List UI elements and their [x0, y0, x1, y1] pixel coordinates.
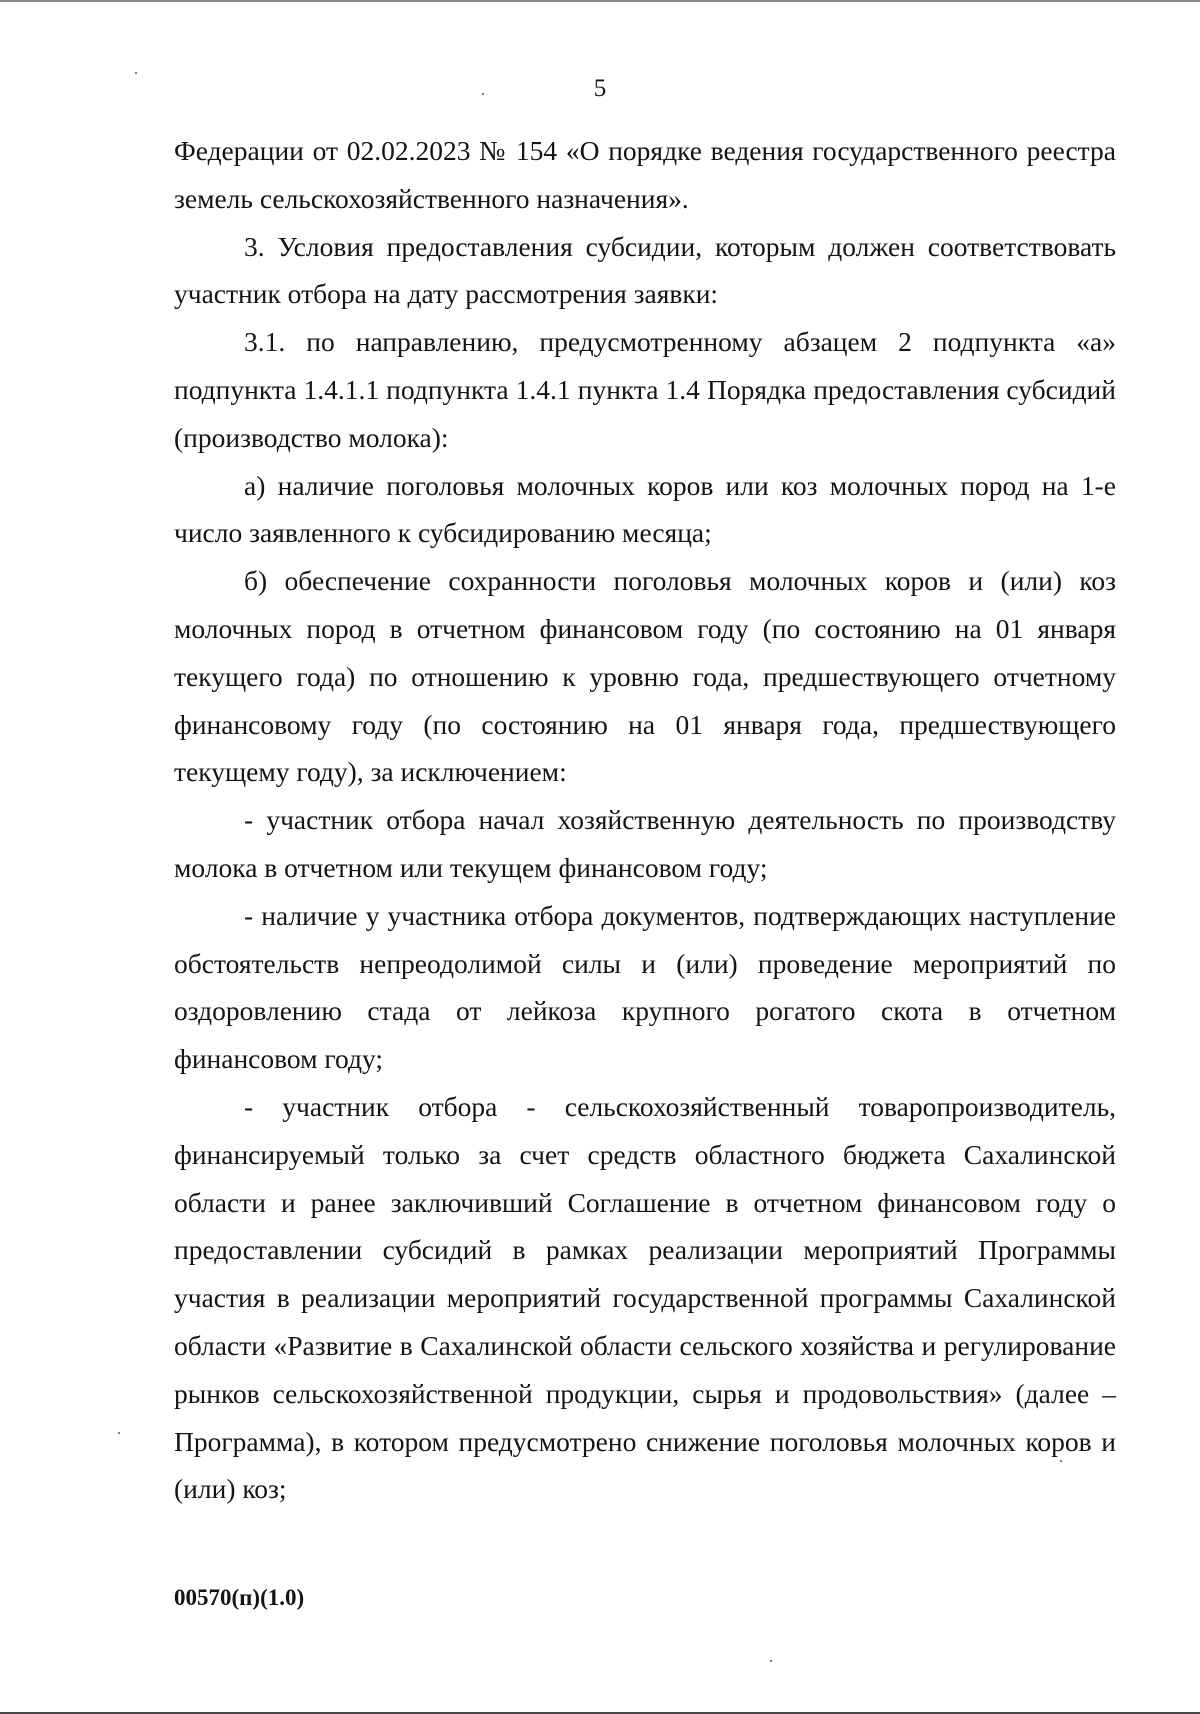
scan-speck — [1060, 1460, 1062, 1462]
document-body — [174, 127, 1116, 1513]
page-number: 5 — [593, 75, 607, 102]
paragraph-exception-1: - участник отбора начал хозяйственную деятельность по производству молока в отчетном или текущем финансовом году; — [174, 804, 1116, 883]
scan-speck — [482, 93, 484, 95]
paragraph-exception-2: - наличие у участника отбора документов, подтверждающих наступление обстоятельств непреодолимой силы и (или) проведение мероприятий по оздоровлению стада от лейкоза крупного рогатого скота в отчетном финансовом году; — [174, 899, 1116, 1075]
paragraph-3-1-milk-production: 3.1. по направлению, предусмотренному абзацем 2 подпункта «а» подпункта 1.4.1.1 подпункта 1.4.1 пункта 1.4 Порядка предоставления субсидий (производство молока): — [174, 326, 1116, 453]
scan-speck — [118, 1432, 120, 1434]
document-code: 00570(п)(1.0) — [174, 1585, 305, 1610]
paragraph-exception-3: - участник отбора - сельскохозяйственный товаропроизводитель, финансируемый только за счет средств областного бюджета Сахалинской области и ранее заключивший Соглашение в отчетном финансовом году о предоставлении субсидий в рамках реализации мероприятий Программы участия в реализации мероприятий государственной программы Сахалинской области «Развитие в Сахалинской области сельского хозяйства и регулирование рынков сельскохозяйственной продукции, сырья и продовольствия» (далее – Программа), в котором предусмотрено снижение поголовья молочных коров и (или) коз; — [174, 1090, 1116, 1505]
scan-speck — [135, 72, 137, 74]
scan-speck — [770, 1660, 772, 1662]
paragraph-item-a: а) наличие поголовья молочных коров или коз молочных пород на 1-е число заявленного к субсидированию месяца; — [174, 469, 1116, 549]
paragraph-item-b: б) обеспечение сохранности поголовья молочных коров и (или) коз молочных пород в отчетном финансовом году (по состоянию на 01 января текущего года) по отношению к уровню года, предшествующего отчетному финансовому году (по состоянию на 01 января года, предшествующего текущему году), за исключением: — [174, 565, 1116, 788]
paragraph-continuation: Федерации от 02.02.2023 № 154 «О порядке ведения государственного реестра земель сельскохозяйственного назначения». — [174, 135, 1116, 214]
paragraph-3-conditions: 3. Условия предоставления субсидии, которым должен соответствовать участник отбора на дату рассмотрения заявки: — [174, 230, 1116, 310]
scan-edge-top — [0, 0, 1200, 2]
